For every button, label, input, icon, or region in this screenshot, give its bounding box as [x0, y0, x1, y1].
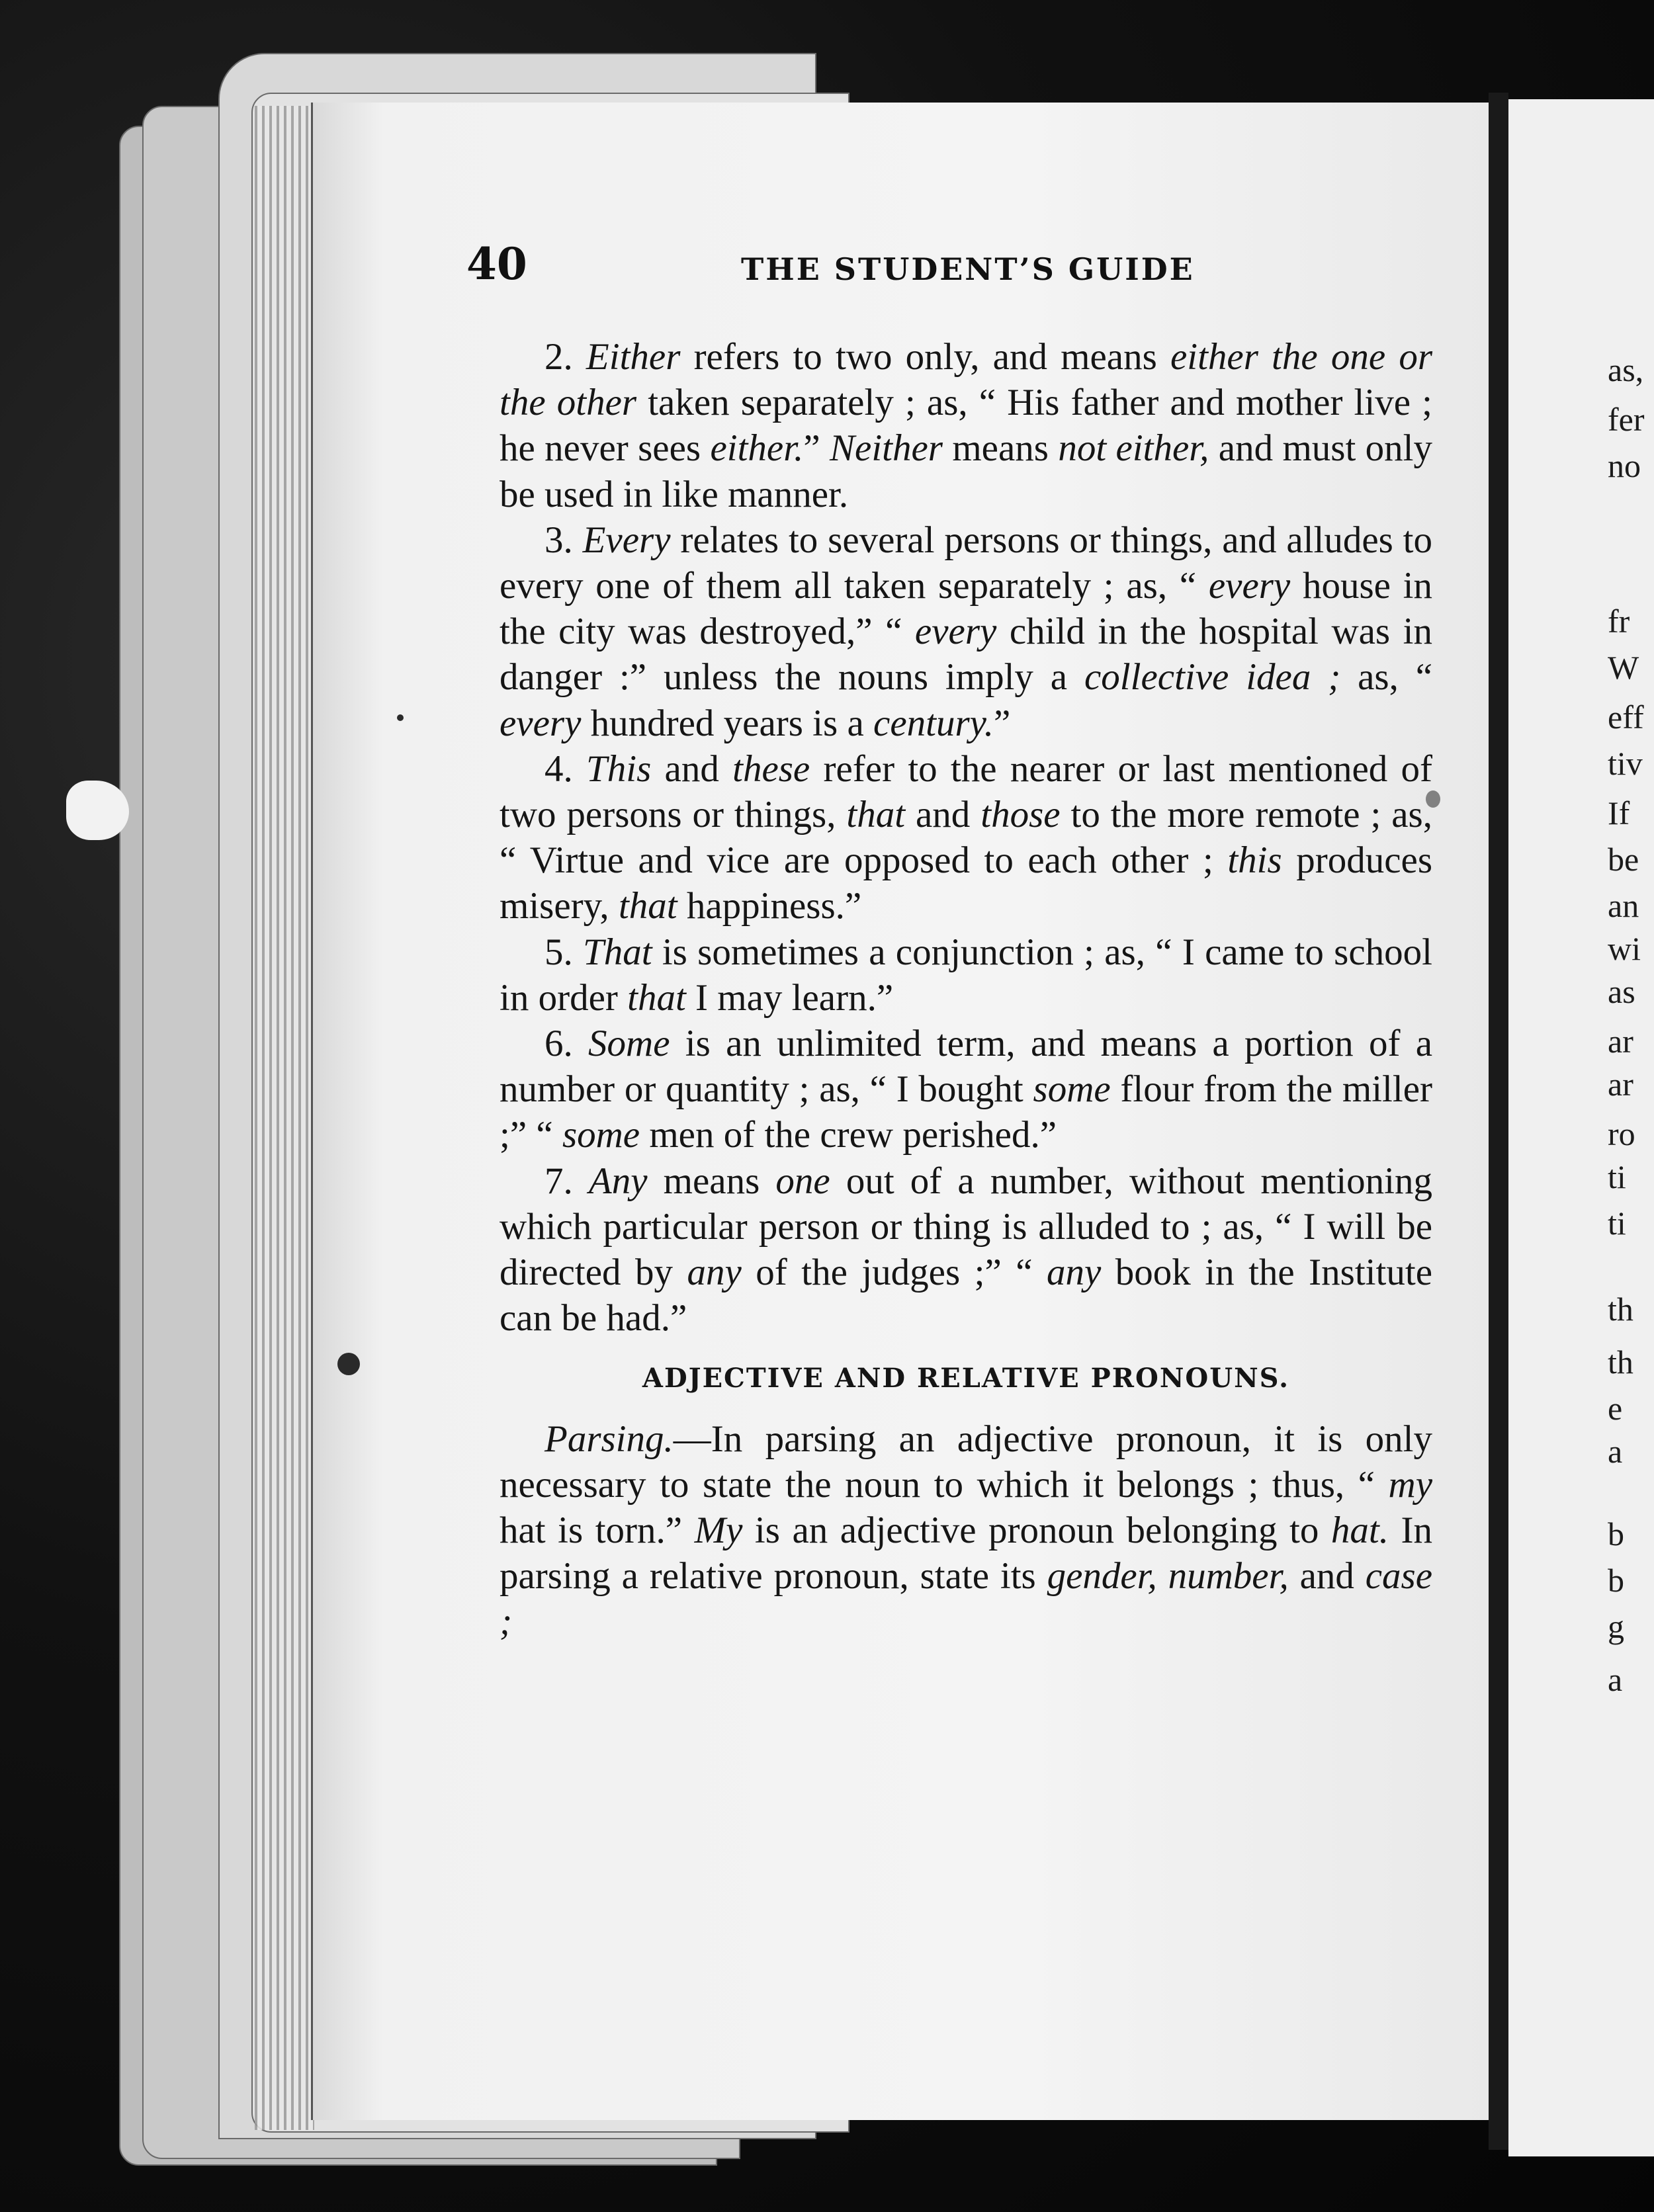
italic-term: not either, — [1058, 427, 1209, 470]
text-run: hat is torn.” — [500, 1510, 695, 1552]
text-run: refers to two only, and means — [680, 336, 1170, 378]
italic-term: Some — [588, 1023, 670, 1065]
text-run: as, “ — [1340, 656, 1433, 699]
paragraph-every — [500, 517, 1432, 746]
paragraph-number: 3. — [544, 519, 573, 561]
italic-term: this — [1227, 839, 1282, 882]
text-run: hundred years is a — [581, 702, 874, 744]
italic-term: any — [1047, 1252, 1102, 1294]
facing-page-text-fragment: fr — [1608, 603, 1630, 640]
italic-term: any — [687, 1252, 742, 1294]
section-heading: ADJECTIVE AND RELATIVE PRONOUNS. — [642, 1363, 1290, 1394]
italic-term: Any — [588, 1160, 648, 1202]
text-run: refer to the nearer or last mentioned of two persons or things, — [500, 747, 1432, 836]
facing-page-text-fragment: as, — [1608, 351, 1644, 388]
paragraph-either — [500, 334, 1432, 517]
text-run: out of a number, without mentioning which particular person or thing is alluded to ; as, “ I will be directed by — [500, 1160, 1432, 1294]
text-run: ” — [803, 427, 830, 470]
italic-term: every — [500, 702, 582, 744]
gutter-shadow — [1489, 93, 1508, 2150]
facing-page-text-fragment: wi — [1608, 930, 1641, 967]
paragraph-some — [500, 1021, 1432, 1158]
text-run: is an unlimited term, and means a portion of a number or quantity ; as, “ I bought — [500, 1023, 1433, 1111]
paragraph-number: 5. — [544, 931, 573, 973]
italic-term: century. — [873, 702, 994, 744]
text-run: means — [942, 427, 1059, 470]
italic-term: that — [627, 976, 686, 1019]
facing-page-text-fragment: g — [1608, 1608, 1624, 1645]
facing-page-text-fragment: ti — [1608, 1205, 1626, 1242]
italic-term: case ; — [500, 1555, 1432, 1643]
text-run: is an adjective pronoun belonging to — [742, 1510, 1331, 1552]
text-run: taken separately ; as, “ His father and mother live ; he never sees — [500, 382, 1432, 470]
facing-page-text-fragment: ar — [1608, 1066, 1633, 1103]
italic-term: My — [694, 1510, 743, 1552]
italic-term: every — [1208, 565, 1291, 607]
italic-term: That — [583, 931, 652, 973]
facing-page-text-fragment: as — [1608, 973, 1635, 1010]
italic-term: these — [732, 747, 810, 790]
text-run: and — [1288, 1555, 1366, 1597]
facing-page-text-fragment: e — [1608, 1390, 1623, 1427]
italic-term: some — [1033, 1068, 1111, 1111]
italic-term: Parsing. — [544, 1418, 674, 1460]
paper-damage-spot — [66, 781, 129, 840]
text-run: of the judges ;” “ — [741, 1252, 1047, 1294]
text-run: and must only be used in like manner. — [500, 427, 1432, 515]
text-run: book in the Institute can be had.” — [500, 1252, 1432, 1340]
text-run: men of the crew perished.” — [640, 1114, 1057, 1156]
facing-page — [1508, 99, 1654, 2156]
text-run: produces misery, — [500, 839, 1433, 927]
italic-term: my — [1388, 1463, 1432, 1506]
page-number: 40 — [466, 238, 527, 290]
facing-page-text-fragment: an — [1608, 887, 1639, 924]
facing-page-text-fragment: be — [1608, 841, 1639, 878]
page-stack-lines — [255, 106, 314, 2130]
ink-spot — [397, 714, 404, 721]
italic-term: that — [846, 794, 906, 836]
italic-term: Every — [582, 519, 671, 561]
italic-term: either the one or the other — [500, 336, 1433, 424]
text-run: —In parsing an adjective pronoun, it is only necessary to state the noun to which it belongs ; thus, “ — [500, 1418, 1432, 1506]
facing-page-text-fragment: th — [1608, 1291, 1633, 1328]
paragraph-that — [500, 929, 1432, 1021]
running-title: THE STUDENT’S GUIDE — [741, 251, 1195, 287]
facing-page-text-fragment: fer — [1608, 401, 1645, 438]
facing-page-text-fragment: W — [1608, 649, 1639, 686]
text-run: means — [647, 1160, 776, 1202]
italic-term: either. — [710, 427, 804, 470]
italic-term: hat. — [1330, 1510, 1389, 1552]
italic-term: Neither — [830, 427, 943, 470]
text-run: child in the hospital was in danger :” unless the nouns imply a — [500, 611, 1432, 699]
page-body — [500, 334, 1432, 1645]
facing-page-text-fragment: ro — [1608, 1115, 1635, 1152]
facing-page-text-fragment: eff — [1608, 699, 1644, 736]
paragraph-number: 6. — [544, 1023, 573, 1065]
italic-term: some — [562, 1114, 640, 1156]
text-run: I may learn.” — [685, 976, 894, 1019]
facing-page-text-fragment: ti — [1608, 1158, 1626, 1195]
paragraph-this-these — [500, 746, 1432, 929]
italic-term: gender, number, — [1047, 1555, 1289, 1597]
paragraph-number: 4. — [544, 747, 573, 790]
facing-page-text-fragment: a — [1608, 1433, 1623, 1470]
facing-page-text-fragment: tiv — [1608, 745, 1643, 782]
text-run: relates to several persons or things, and alludes to every one of them all taken separately ; as, “ — [500, 519, 1432, 607]
italic-term: This — [586, 747, 652, 790]
text-run: flour from the miller ;” “ — [500, 1068, 1432, 1156]
facing-page-text-fragment: b — [1608, 1562, 1624, 1599]
facing-page-text-fragment: a — [1608, 1661, 1623, 1698]
paragraph-number: 2. — [544, 336, 573, 378]
facing-page-text-fragment: no — [1608, 447, 1641, 484]
facing-page-text-fragment: b — [1608, 1515, 1624, 1553]
paragraph-parsing — [500, 1416, 1432, 1645]
text-run: is sometimes a conjunction ; as, “ I came to school in order — [500, 931, 1433, 1019]
italic-term: that — [618, 885, 677, 927]
paragraph-any — [500, 1158, 1432, 1341]
italic-term: one — [775, 1160, 830, 1202]
text-run: and — [651, 747, 733, 790]
italic-term: Either — [586, 336, 681, 378]
facing-page-text-fragment: ar — [1608, 1023, 1633, 1060]
text-run: and — [905, 794, 981, 836]
text-run: house in the city was destroyed,” “ — [500, 565, 1432, 653]
italic-term: those — [980, 794, 1061, 836]
text-run: to the more remote ; as, “ Virtue and vice are opposed to each other ; — [500, 794, 1432, 882]
facing-page-text-fragment: If — [1608, 794, 1630, 831]
paragraph-number: 7. — [544, 1160, 573, 1202]
text-run: ” — [994, 702, 1011, 744]
ink-spot — [337, 1353, 360, 1375]
italic-term: every — [914, 611, 997, 653]
italic-term: collective idea ; — [1084, 656, 1341, 699]
text-run: happiness.” — [677, 885, 862, 927]
facing-page-text-fragment: th — [1608, 1343, 1633, 1381]
text-run: In parsing a relative pronoun, state its — [500, 1510, 1432, 1597]
